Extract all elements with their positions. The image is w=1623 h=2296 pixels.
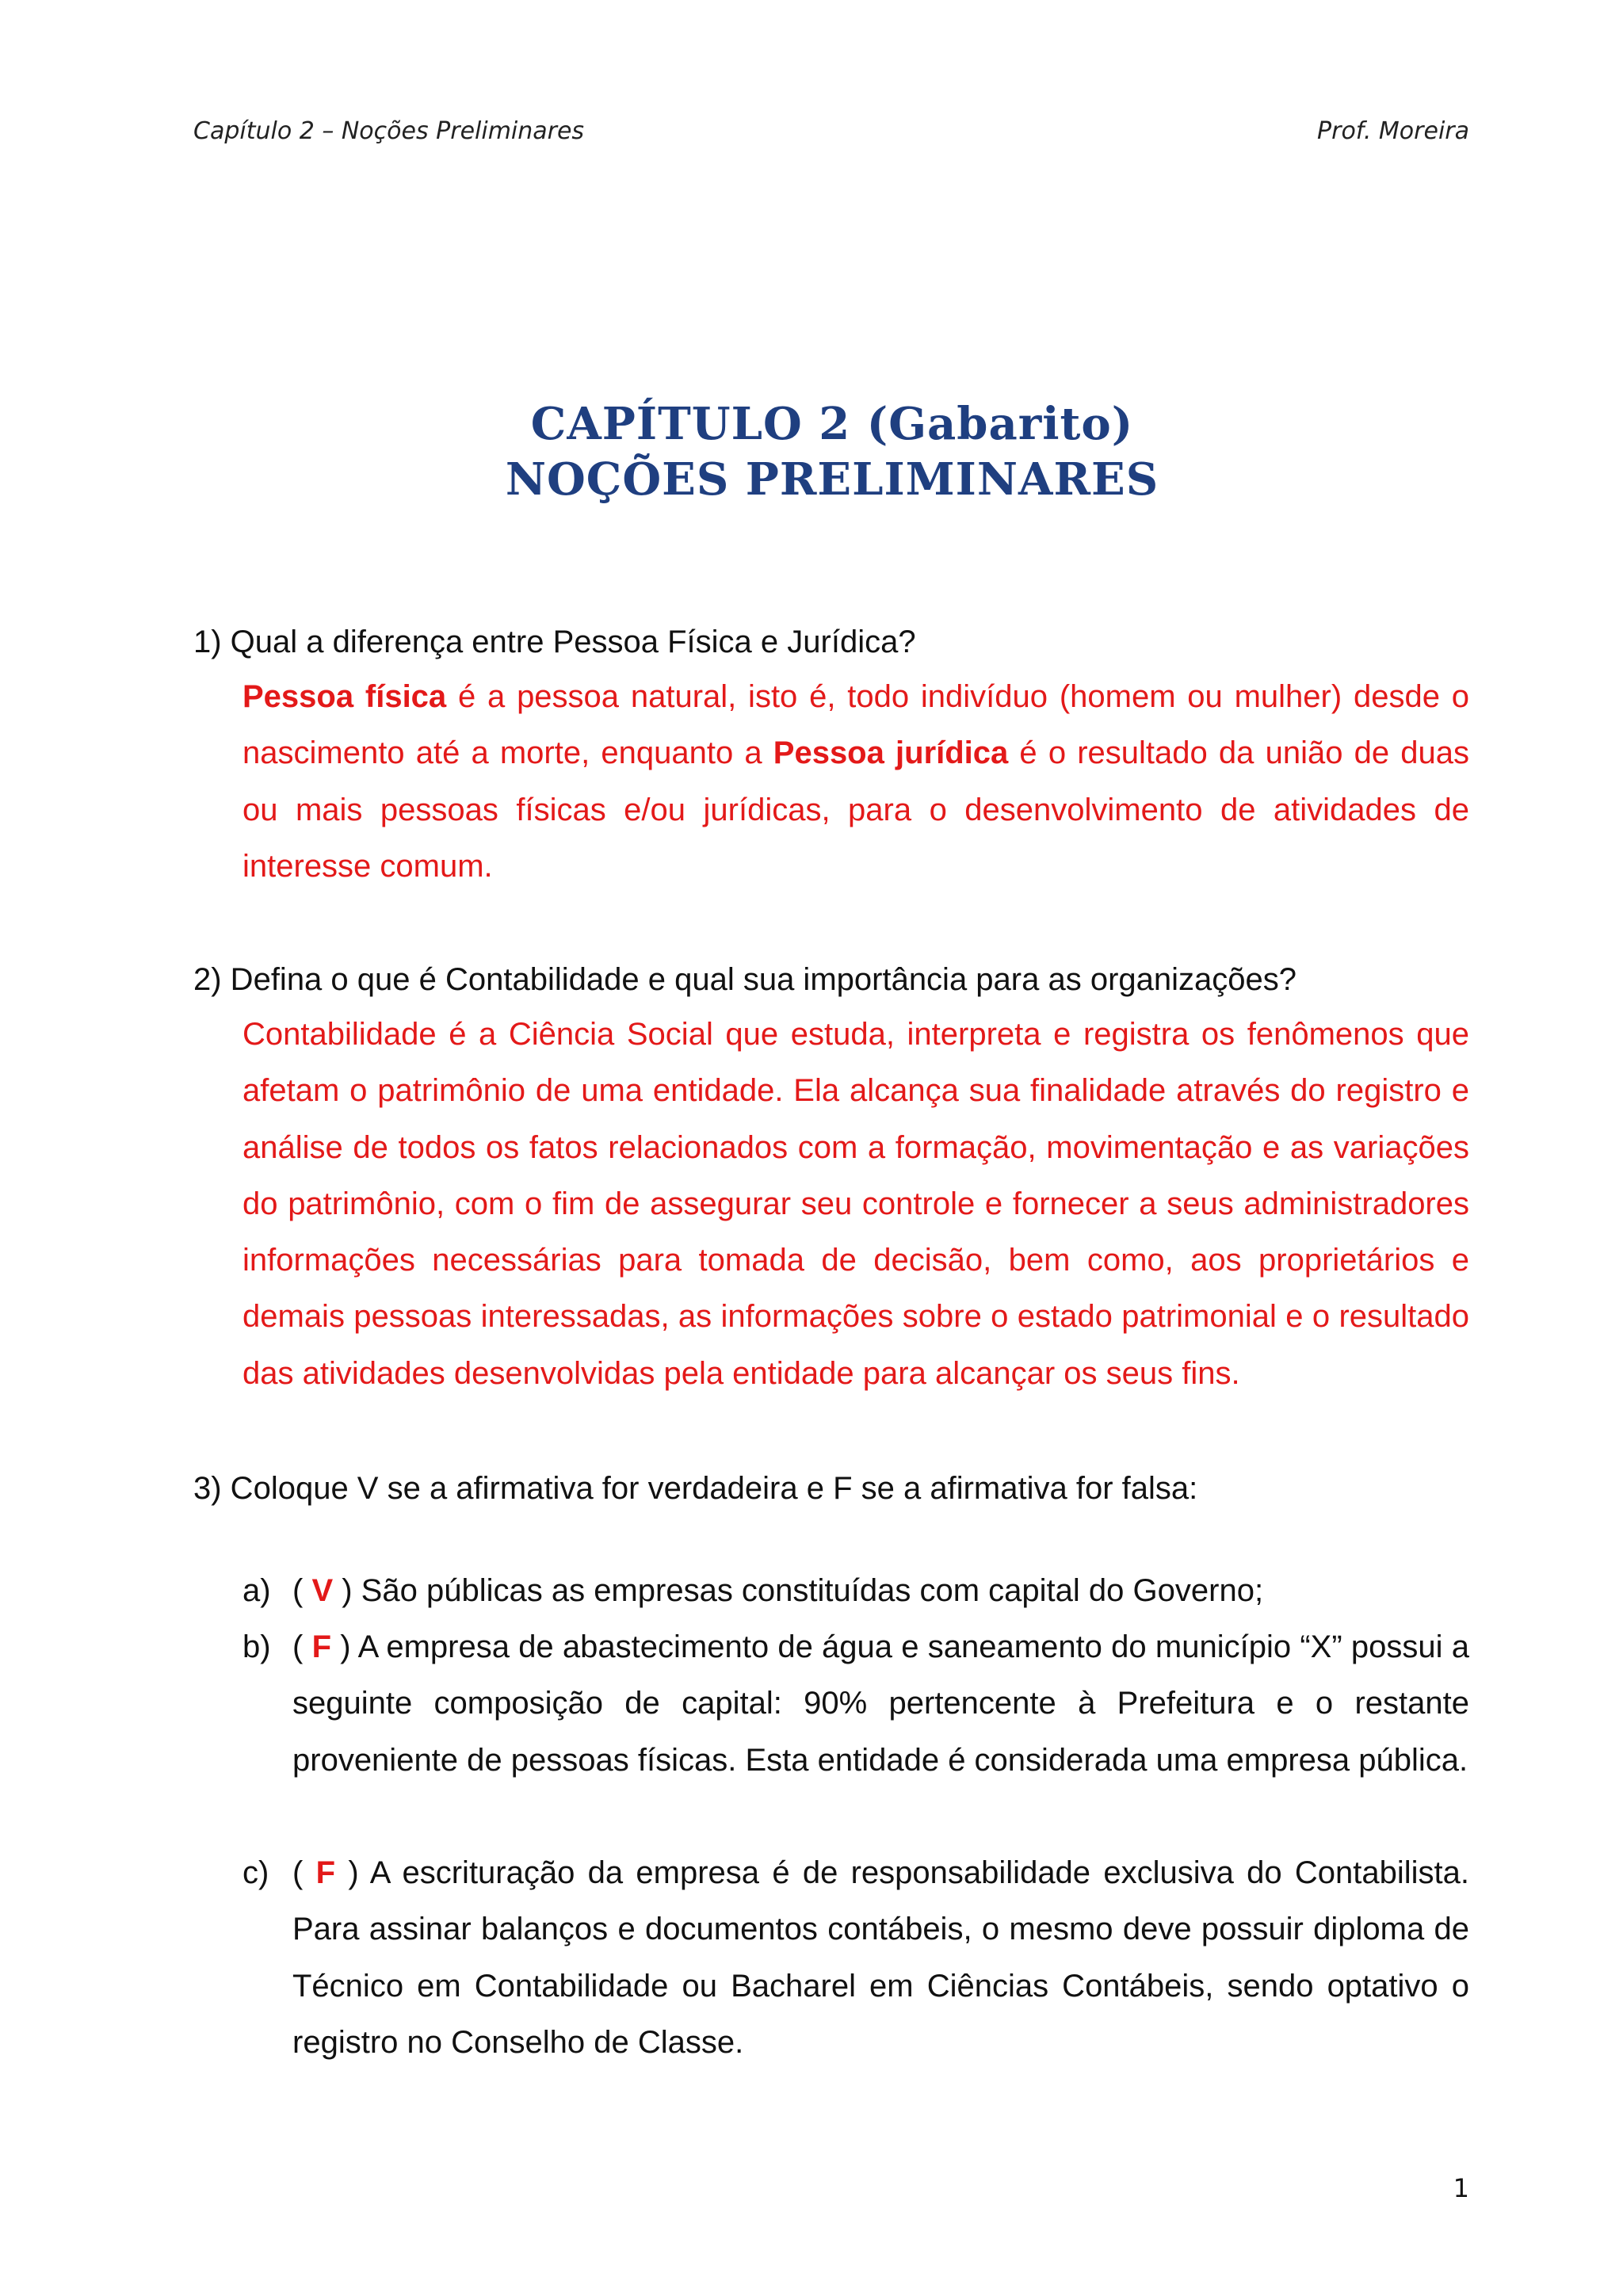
item-b-mark: F (311, 1629, 331, 1664)
title-line-1: CAPÍTULO 2 (Gabarito) (530, 398, 1134, 450)
question-3: 3) Coloque V se a afirmativa for verdadeira e F se a afirmativa for falsa: (193, 1471, 1198, 1506)
answer-1-term-physical: Pessoa física (242, 679, 447, 714)
list-item-a (242, 1563, 1469, 1619)
item-b-text: A empresa de abastecimento de água e saneamento do município “X” possui a seguinte composição de capital: 90% pertencente à Prefeitura e o restante proveniente de pessoas físicas. Esta entidade é considerada uma empresa pública. (292, 1629, 1470, 1778)
item-c-mark: F (315, 1855, 336, 1890)
page-header (193, 117, 1469, 145)
answer-1-term-legal: Pessoa jurídica (773, 735, 1009, 771)
item-b-body: ( F ) A empresa de abastecimento de água e saneamento do município “X” possui a seguinte composição de capital: 90% pertencente à Prefeitura e o restante proveniente de pessoas físicas. Esta entidade é considerada uma empresa pública. (292, 1629, 1470, 1778)
item-a-text: São públicas as empresas constituídas com capital do Governo; (361, 1573, 1264, 1608)
item-b-letter: b) (242, 1629, 271, 1664)
item-c-body: ( F ) A escrituração da empresa é de responsabilidade exclusiva do Contabilista. Para assinar balanços e documentos contábeis, o mesmo deve possuir diploma de Técnico em Contabilidade ou Bacharel em Ciências Contábeis, sendo optativo o registro no Conselho de Classe. (292, 1855, 1470, 2060)
title-line-2: NOÇÕES PRELIMINARES (505, 453, 1159, 506)
list-item-c (242, 1845, 1469, 2071)
page-title (0, 396, 1623, 507)
question-1: 1) Qual a diferença entre Pessoa Física e Jurídica? (193, 625, 916, 659)
item-a-letter: a) (242, 1573, 271, 1608)
header-chapter: Capítulo 2 – Noções Preliminares (193, 117, 585, 145)
answer-1 (242, 669, 1469, 895)
item-a-body: ( V ) São públicas as empresas constituídas com capital do Governo; (292, 1573, 1264, 1608)
answer-1-text-2: é o resultado da união de duas ou mais pessoas físicas e/ou jurídicas, para o desenvolvimento de atividades de interesse comum. (242, 735, 1469, 884)
item-c-text: A escrituração da empresa é de responsabilidade exclusiva do Contabilista. Para assinar balanços e documentos contábeis, o mesmo deve possuir diploma de Técnico em Contabilidade ou Bacharel em Ciências Contábeis, sendo optativo o registro no Conselho de Classe. (292, 1855, 1470, 2060)
header-author: Prof. Moreira (1317, 117, 1469, 145)
item-a-mark: V (311, 1573, 334, 1608)
answer-1-text-1: é a pessoa natural, isto é, todo indivíduo (homem ou mulher) desde o nascimento até a morte, enquanto a (242, 679, 1470, 771)
answer-2: Contabilidade é a Ciência Social que estuda, interpreta e registra os fenômenos que afetam o patrimônio de uma entidade. Ela alcança sua finalidade através do registro e análise de todos os fatos relacionados com a formação, movimentação e as variações do patrimônio, com o fim de assegurar seu controle e fornecer a seus administradores informações necessárias para tomada de decisão, bem como, aos proprietários e demais pessoas interessadas, as informações sobre o estado patrimonial e o resultado das atividades desenvolvidas pela entidade para alcançar os seus fins. (242, 1017, 1469, 1391)
question-2: 2) Defina o que é Contabilidade e qual sua importância para as organizações? (193, 962, 1297, 997)
item-c-letter: c) (242, 1855, 269, 1890)
page-number: 1 (1453, 2173, 1469, 2203)
list-item-b (242, 1619, 1469, 1789)
